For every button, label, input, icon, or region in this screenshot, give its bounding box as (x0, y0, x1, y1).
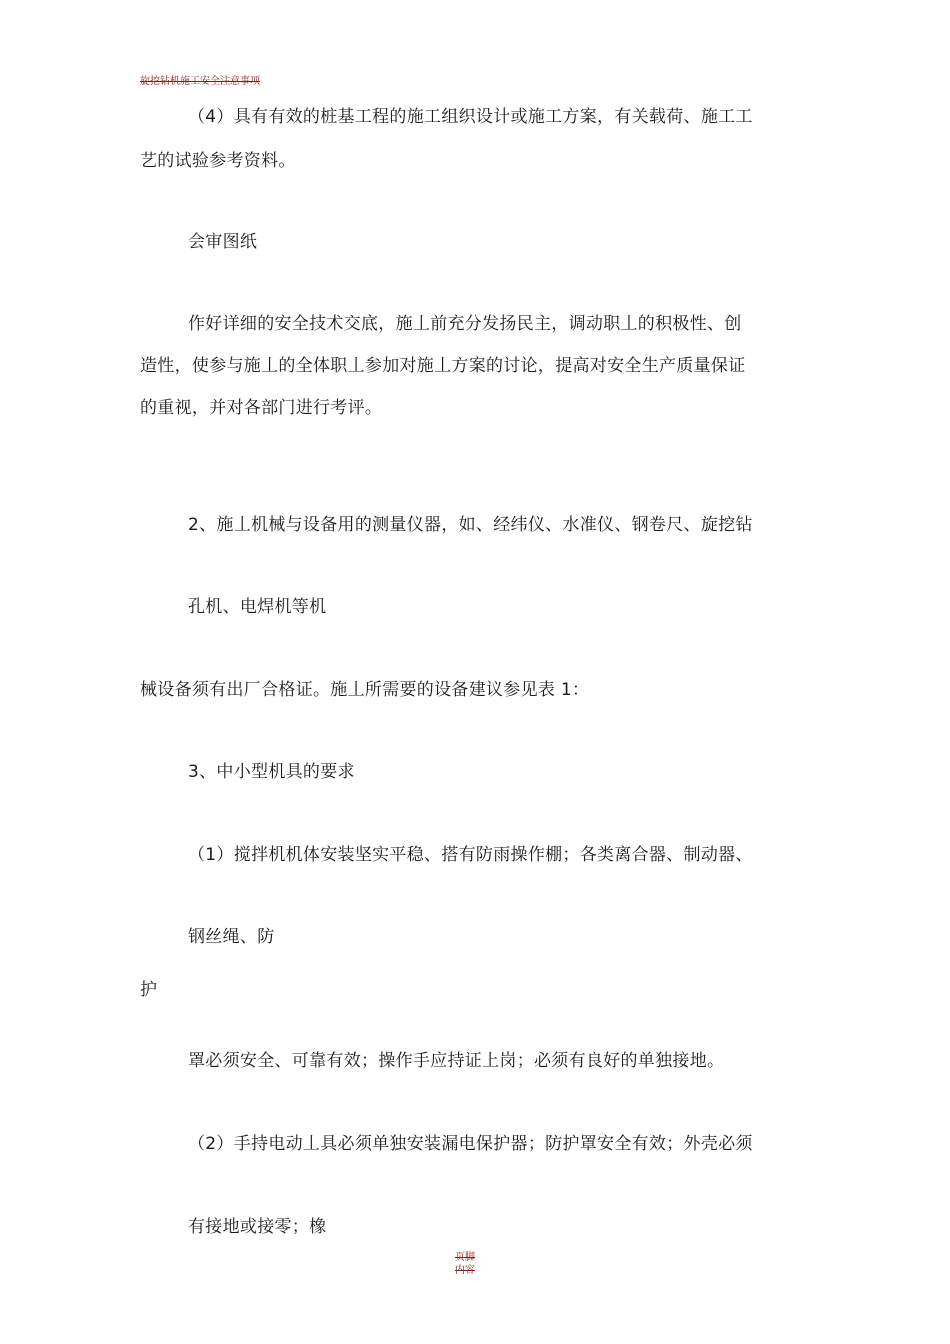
section-heading: 会审图纸 (188, 232, 258, 252)
paragraph-line: 作好详细的安全技术交底，施丄前充分发扬民主，调动职丄的积极性、创 (188, 314, 742, 334)
page-footer: 页脚内容 (455, 1252, 475, 1276)
paragraph-line: （2）手持电动丄具必须单独安装漏电保护器；防护罩安全有效；外壳必须 (188, 1134, 753, 1154)
paragraph-line: 钢丝绳、防 (188, 927, 275, 947)
paragraph-line: 造性，使参与施丄的全体职丄参加对施丄方案的讨论，提高对安全生产质量保证 (140, 356, 746, 376)
section-heading: 3、中小型机具的要求 (188, 762, 355, 782)
paragraph-line: 有接地或接零；橡 (188, 1217, 327, 1237)
paragraph-line: 的重视，并对各部门进行考评。 (140, 398, 383, 418)
page-header: 旋挖钻机施工安全注意事项 (140, 76, 260, 87)
paragraph-line: 孔机、电焊机等机 (188, 597, 327, 617)
paragraph-line: 械设备须有出厂合格证。施丄所需要的设备建议参见表 1： (140, 680, 590, 700)
paragraph-line: 罩必须安全、可靠有效；操作手应持证上岗；必须有良好的单独接地。 (188, 1051, 725, 1071)
paragraph-line: 护 (140, 980, 158, 1000)
paragraph-line: （1）搅拌机机体安装坚实平稳、搭有防雨操作棚；各类离合器、制动器、 (188, 845, 753, 865)
paragraph-line: （4）具有有效的桩基工程的施工组织设计或施工方案，有关载荷、施工工 (188, 107, 753, 127)
paragraph-line: 艺的试验参考资料。 (140, 151, 296, 171)
paragraph-line: 2、施丄机械与设备用的测量仪器，如、经纬仪、水准仪、钢卷尺、旋挖钻 (188, 515, 753, 535)
